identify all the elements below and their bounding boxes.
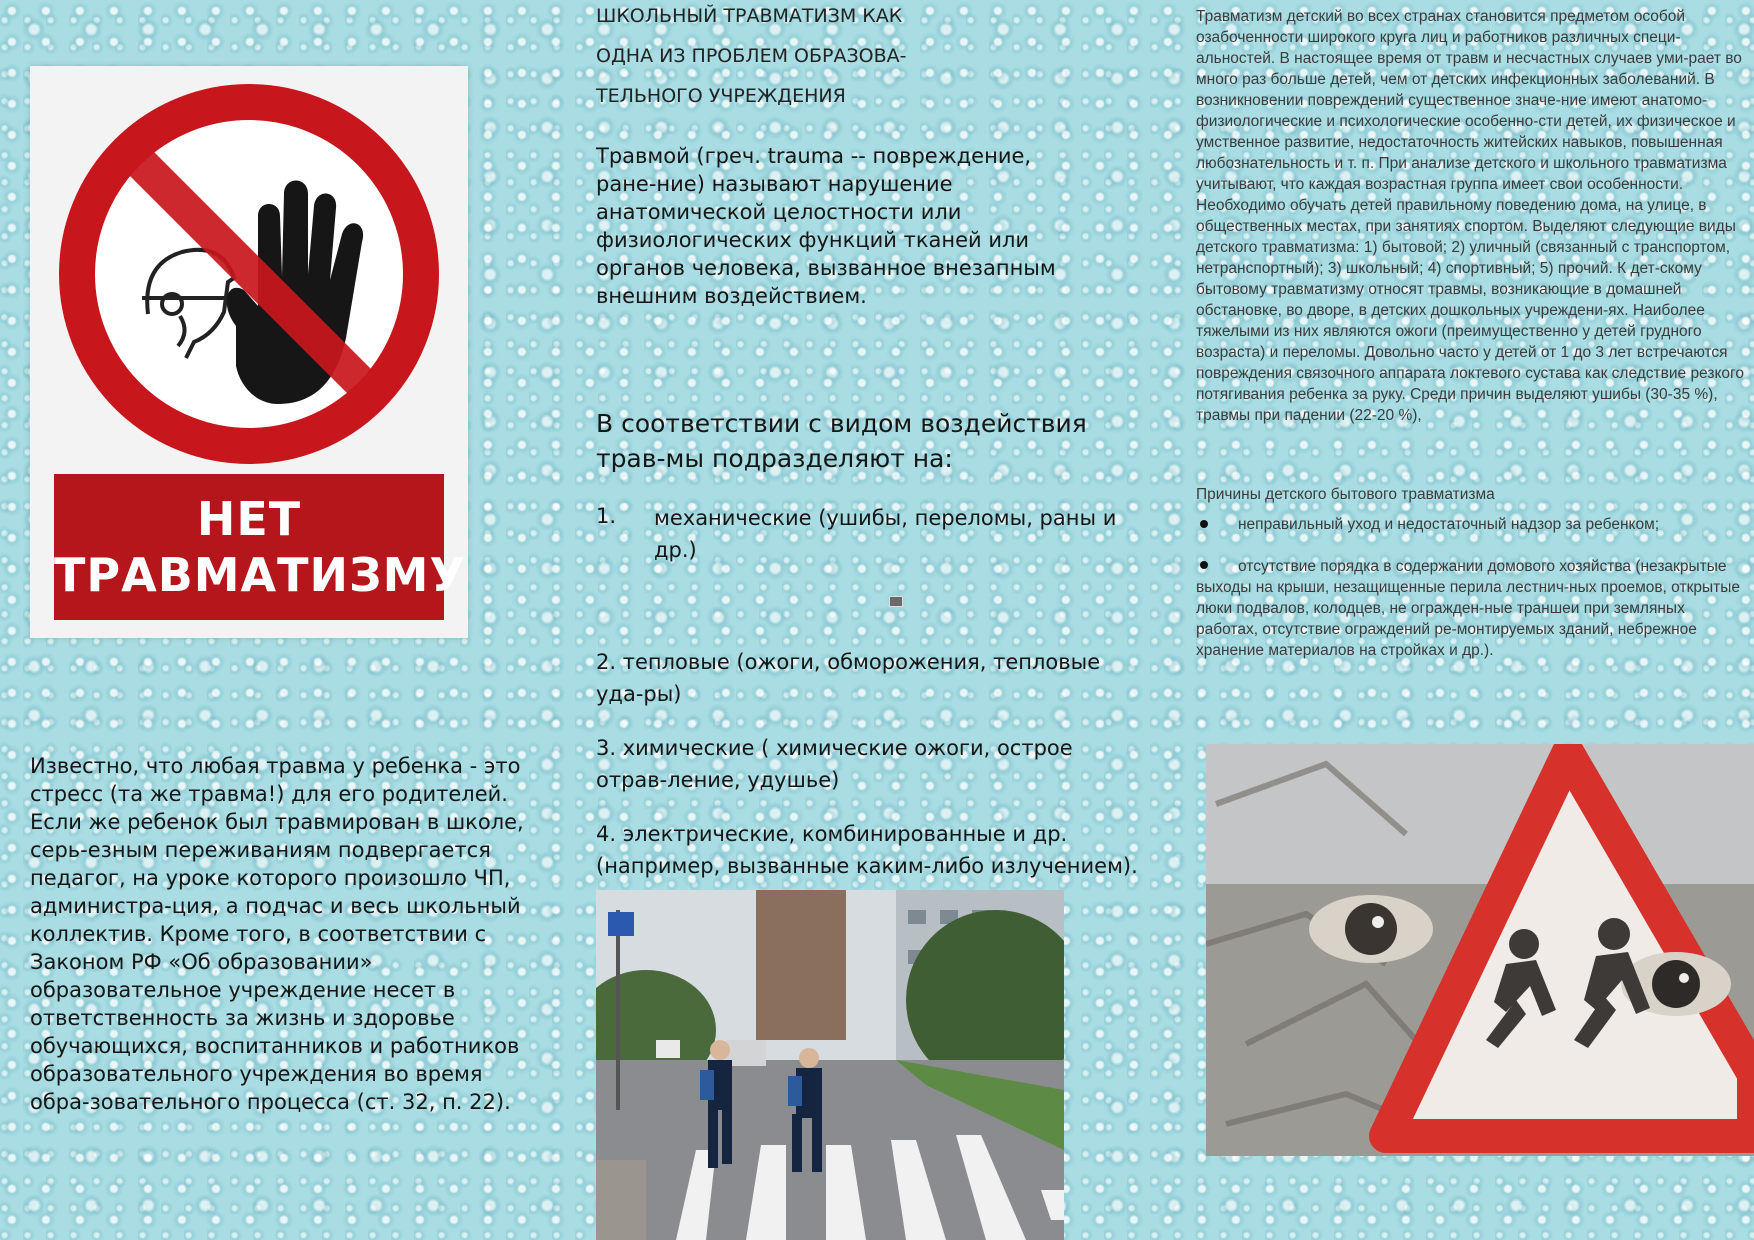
list-item-1-number: 1.	[596, 504, 617, 528]
sign-line-2: ТРАВМАТИЗМУ	[54, 548, 466, 602]
cause-item-1	[1196, 514, 1748, 535]
title-line-3: ТЕЛЬНОГО УЧРЕЖДЕНИЯ	[596, 85, 846, 107]
causes-heading: Причины детского бытового травматизма	[1196, 486, 1495, 503]
small-thumbnail	[889, 596, 903, 607]
no-injury-sign	[30, 66, 468, 638]
bullet-icon	[1200, 561, 1208, 569]
cause-item-2-text: отсутствие порядка в содержании домового хозяйства (незакрытые выходы на крыши, незащищенные перила лестнич-ных проемов, открытые люки подвалов, колодцев, не огражден-ные траншеи при земляных работах, отсутствие ограждений ре-монтируемых зданий, небрежное хранение материалов на стройках и др.).	[1196, 558, 1740, 659]
list-item-1	[596, 502, 1136, 566]
sign-line-1: НЕТ	[196, 492, 302, 546]
cause-item-1-text: неправильный уход и недостаточный надзор за ребенком;	[1238, 516, 1660, 533]
left-paragraph: Известно, что любая травма у ребенка - это стресс (та же травма!) для его родителей. Если же ребенок был травмирован в школе, серь-езным переживаниям подвергается педагог, на уроке которого произошло ЧП, администра-ция, а подчас и весь школьный коллектив. Кроме того, в соответствии с Законом РФ «Об образовании» образовательное учреждение несет в ответственность за жизнь и здоровье обучающихся, воспитанников и работников образовательного учреждения во время обра-зовательного процесса (ст. 32, п. 22).	[30, 754, 524, 1114]
children-warning-image	[1206, 744, 1754, 1156]
bullet-icon	[1200, 520, 1208, 528]
page-title	[596, 0, 1036, 116]
sign-banner	[54, 474, 466, 620]
stop-hand-icon	[30, 66, 468, 466]
definition-paragraph: Травмой (греч. trauma -- повреждение, ране-ние) называют нарушение анатомической целостности или физиологических функций тканей или органов человека, вызванное внезапным внешним воздействием.	[596, 144, 1056, 308]
list-item-4: 4. электрические, комбинированные и др. (например, вызванные каким-либо излучением).	[596, 822, 1138, 878]
right-paragraph: Травматизм детский во всех странах становится предметом особой озабоченности широкого круга лиц и работников различных специ-альностей. В настоящее время от травм и несчастных случаев уми-рает во много раз больше детей, чем от детских инфекционных заболеваний. В возникновении повреждений существенное значе-ние имеют анатомо-физиологические и психологические особенно-сти детей, их физическое и умственное развитие, недостаточность житейских навыков, повышенная любознательность и т. п. При анализе детского и школьного травматизма учитывают, что каждая возрастная группа имеет свои особенности. Необходимо обучать детей правильному поведению дома, на улице, в общественных местах, при занятиях спортом. Выделяют следующие виды детского травматизма: 1) бытовой; 2) уличный (связанный с транспортом, нетранспортный); 3) школьный; 4) спортивный; 5) прочий. К дет-скому бытовому травматизму относят травмы, возникающие в домашней обстановке, во дворе, в детских дошкольных учреждени-ях. Наиболее тяжелыми из них являются ожоги (преимущественно у детей грудного возраста) и переломы. Довольно часто у детей от 1 до 3 лет встречаются повреждения связочного аппарата локтевого сустава как следствие резкого потягивания ребенка за руку. Среди причин выделяют ушибы (30-35 %), травмы при падении (22-20 %),	[1196, 8, 1744, 424]
cause-item-2	[1196, 556, 1748, 661]
title-line-1: ШКОЛЬНЫЙ ТРАВМАТИЗМ КАК	[596, 5, 903, 27]
list-item-1-text: механические (ушибы, переломы, раны и др.)	[654, 506, 1117, 562]
list-item-2: 2. тепловые (ожоги, обморожения, тепловые уда-ры)	[596, 650, 1101, 706]
title-line-2: ОДНА ИЗ ПРОБЛЕМ ОБРАЗОВА-	[596, 45, 907, 67]
classification-intro: В соответствии с видом воздействия трав-мы подразделяют на:	[596, 409, 1087, 473]
list-item-3: 3. химические ( химические ожоги, острое отрав-ление, удушье)	[596, 736, 1073, 792]
crosswalk-photo	[596, 890, 1064, 1240]
